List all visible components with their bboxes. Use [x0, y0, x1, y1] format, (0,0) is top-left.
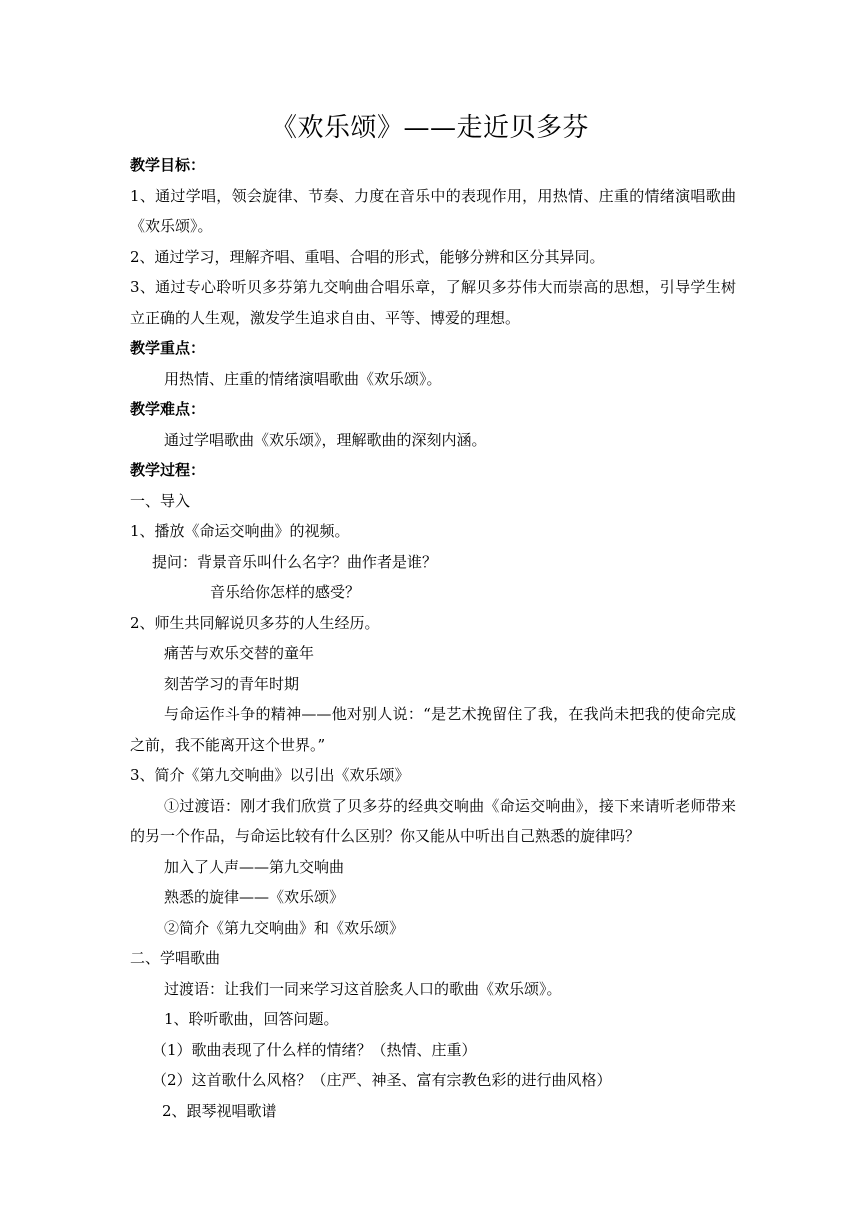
- section-2-line-2: 1、聆听歌曲，回答问题。: [164, 1010, 339, 1028]
- key-points-heading: 教学重点：: [130, 339, 206, 357]
- section-1-item-1: 1、播放《命运交响曲》的视频。: [130, 522, 350, 540]
- section-1-paragraph-1: ①过渡语：刚才我们欣赏了贝多芬的经典交响曲《命运交响曲》，接下来请听老师带来的另一个作品，与命运比较有什么区别？你又能从中听出自己熟悉的旋律吗？: [130, 796, 736, 845]
- key-points-text: 用热情、庄重的情绪演唱歌曲《欢乐颂》。: [164, 369, 442, 388]
- process-heading: 教学过程：: [130, 461, 206, 479]
- section-1-line-1: 痛苦与欢乐交替的童年: [164, 644, 315, 662]
- document-body: [130, 150, 736, 1126]
- section-1-line-4: 加入了人声——第九交响曲: [164, 857, 345, 876]
- section-1-question-1: 提问：背景音乐叫什么名字？曲作者是谁？: [152, 552, 438, 571]
- section-1-line-6: ②简介《第九交响曲》和《欢乐颂》: [164, 918, 405, 937]
- section-1-title: 一、导入: [130, 491, 191, 510]
- document-title: 《欢乐颂》——走近贝多芬: [270, 113, 589, 143]
- section-1-line-2: 刻苦学习的青年时期: [164, 674, 300, 693]
- difficulties-text: 通过学唱歌曲《欢乐颂》，理解歌曲的深刻内涵。: [164, 430, 487, 449]
- section-1-item-2: 2、师生共同解说贝多芬的人生经历。: [130, 613, 380, 632]
- objectives-heading: 教学目标：: [130, 156, 206, 174]
- section-1-line-5: 熟悉的旋律——《欢乐颂》: [164, 888, 345, 906]
- section-2-line-5: 2、跟琴视唱歌谱: [162, 1101, 277, 1120]
- difficulties-heading: 教学难点：: [130, 400, 206, 418]
- section-2-line-4: （2）这首歌什么风格？（庄严、神圣、富有宗教色彩的进行曲风格）: [152, 1071, 612, 1089]
- section-1-question-2: 音乐给你怎样的感受？: [210, 583, 361, 601]
- section-2-line-3: （1）歌曲表现了什么样的情绪？（热情、庄重）: [152, 1040, 477, 1059]
- objective-item-2: 2、通过学习，理解齐唱、重唱、合唱的形式，能够分辨和区分其异同。: [130, 247, 605, 266]
- objective-item-3: 3、通过专心聆听贝多芬第九交响曲合唱乐章，了解贝多芬伟大而崇高的思想，引导学生树立正确的人生观，激发学生追求自由、平等、博爱的理想。: [130, 278, 736, 327]
- section-2-title: 二、学唱歌曲: [130, 949, 221, 967]
- section-1-item-3: 3、简介《第九交响曲》以引出《欢乐颂》: [130, 766, 410, 784]
- section-2-line-1: 过渡语：让我们一同来学习这首脍炙人口的歌曲《欢乐颂》。: [164, 979, 562, 998]
- section-1-line-3: 与命运作斗争的精神——他对别人说：“是艺术挽留住了我，在我尚未把我的使命完成之前，我不能离开这个世界。”: [130, 705, 736, 754]
- objective-item-1: 1、通过学唱，领会旋律、节奏、力度在音乐中的表现作用，用热情、庄重的情绪演唱歌曲《欢乐颂》。: [130, 186, 736, 235]
